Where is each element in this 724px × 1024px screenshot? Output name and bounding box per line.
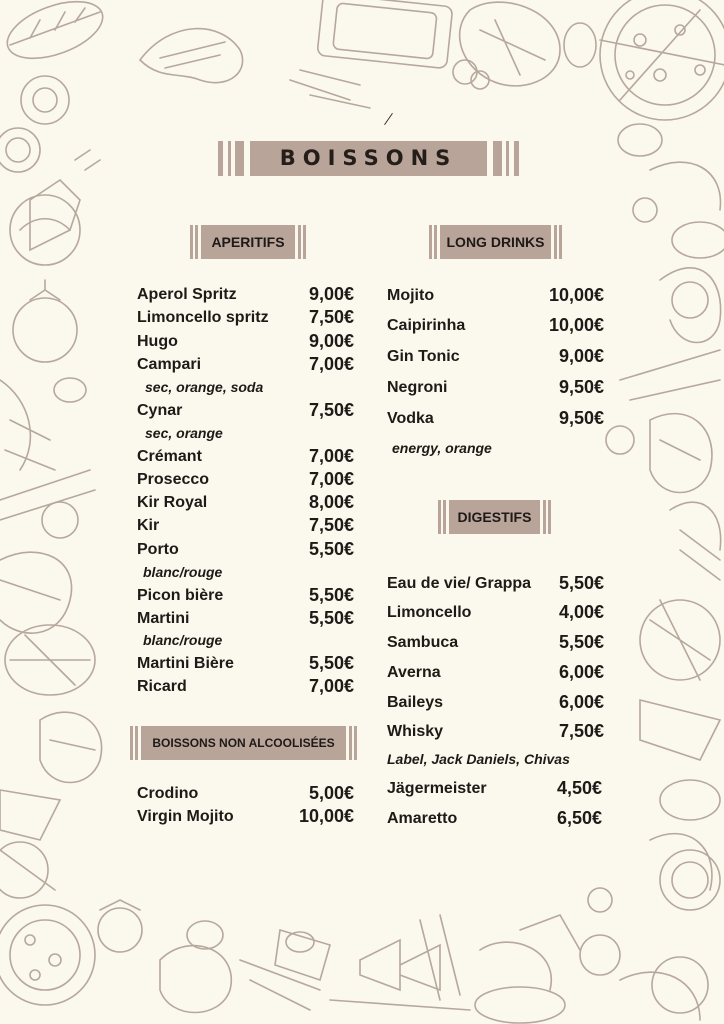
menu-item-price: 9,00€ [308, 284, 354, 304]
menu-item-price: 6,50€ [556, 808, 602, 828]
menu-item-name: Martini [137, 610, 190, 627]
menu-item-price: 4,00€ [558, 602, 604, 622]
header-bar [190, 225, 193, 259]
header-bar [303, 225, 306, 259]
menu-item-name: Prosecco [137, 471, 210, 488]
menu-item-name: Limoncello [387, 604, 472, 621]
title-bar-right [514, 141, 519, 176]
menu-item-price: 6,00€ [558, 692, 604, 712]
header-bar [130, 726, 133, 760]
section-title-non-alcoholic: BOISSONS NON ALCOOLISÉES [141, 726, 346, 760]
header-bar [554, 225, 557, 259]
title-bar-left-mid [235, 141, 244, 176]
menu-item-note: sec, orange, soda [145, 379, 264, 395]
menu-item-price: 10,00€ [298, 806, 354, 826]
menu-item-name: Limoncello spritz [137, 309, 269, 326]
menu-item-name: Mojito [387, 287, 435, 304]
menu-item-name: Vodka [387, 410, 434, 427]
menu-item-price: 7,00€ [308, 446, 354, 466]
menu-item-price: 7,00€ [308, 469, 354, 489]
menu-item-name: Baileys [387, 694, 444, 711]
header-bar [354, 726, 357, 760]
menu-item-price: 6,00€ [558, 662, 604, 682]
title-bar-right-thin [506, 141, 509, 176]
header-bar [135, 726, 138, 760]
menu-item-name: Kir Royal [137, 494, 208, 511]
menu-item-price: 5,50€ [558, 632, 604, 652]
menu-item-name: Porto [137, 541, 179, 558]
menu-item-name: Whisky [387, 723, 444, 740]
section-header-long-drinks [429, 225, 562, 259]
menu-item-price: 10,00€ [548, 285, 604, 305]
menu-item-name: Amaretto [387, 810, 458, 827]
menu-item-price: 5,50€ [308, 585, 354, 605]
menu-item-name: Crodino [137, 785, 199, 802]
menu-item-price: 9,00€ [558, 346, 604, 366]
menu-item-name: Gin Tonic [387, 348, 460, 365]
title-block [218, 141, 519, 176]
menu-item-name: Crémant [137, 448, 202, 465]
header-bar [559, 225, 562, 259]
menu-item-name: Picon bière [137, 587, 224, 604]
menu-item-name: Virgin Mojito [137, 808, 234, 825]
menu-item-price: 7,00€ [308, 354, 354, 374]
menu-item-price: 9,00€ [308, 331, 354, 351]
menu-item-name: Kir [137, 517, 160, 534]
menu-item-name: Ricard [137, 678, 187, 695]
header-bar [349, 726, 352, 760]
menu-item-price: 7,50€ [308, 400, 354, 420]
section-header-aperitifs [190, 225, 306, 259]
menu-item-note: blanc/rouge [143, 564, 223, 580]
title-bar-right-mid [493, 141, 502, 176]
section-title-digestifs: DIGESTIFS [449, 500, 540, 534]
page-title: BOISSONS [250, 141, 487, 176]
menu-item-price: 8,00€ [308, 492, 354, 512]
menu-item-price: 5,50€ [308, 539, 354, 559]
menu-item-name: Cynar [137, 402, 183, 419]
menu-item-name: Hugo [137, 333, 178, 350]
menu-item-price: 5,50€ [308, 653, 354, 673]
menu-item-price: 7,50€ [308, 515, 354, 535]
title-bar-left-thin [228, 141, 231, 176]
menu-item-price: 7,50€ [308, 307, 354, 327]
menu-item-price: 5,50€ [558, 573, 604, 593]
menu-item-price: 7,50€ [558, 721, 604, 741]
section-header-digestifs [438, 500, 551, 534]
header-bar [298, 225, 301, 259]
menu-item-note: sec, orange [145, 425, 223, 441]
section-title-long-drinks: LONG DRINKS [440, 225, 551, 259]
menu-item-note: Label, Jack Daniels, Chivas [387, 751, 570, 767]
menu-item-price: 9,50€ [558, 377, 604, 397]
decorative-slash [384, 113, 393, 125]
header-bar [548, 500, 551, 534]
menu-item-note: energy, orange [392, 440, 492, 456]
menu-item-name: Aperol Spritz [137, 286, 237, 303]
menu-item-name: Sambuca [387, 634, 459, 651]
menu-item-price: 10,00€ [548, 315, 604, 335]
section-title-aperitifs: APERITIFS [201, 225, 295, 259]
menu-item-price: 9,50€ [558, 408, 604, 428]
menu-item-price: 7,00€ [308, 676, 354, 696]
menu-item-name: Martini Bière [137, 655, 234, 672]
menu-item-name: Negroni [387, 379, 448, 396]
menu-item-note: blanc/rouge [143, 632, 223, 648]
menu-item-price: 4,50€ [556, 778, 602, 798]
title-bar-left [218, 141, 223, 176]
menu-item-price: 5,00€ [308, 783, 354, 803]
menu-item-price: 5,50€ [308, 608, 354, 628]
header-bar [543, 500, 546, 534]
menu-item-name: Eau de vie/ Grappa [387, 575, 532, 592]
menu-item-name: Campari [137, 356, 202, 373]
menu-item-name: Jägermeister [387, 780, 487, 797]
header-bar [443, 500, 446, 534]
header-bar [429, 225, 432, 259]
menu-item-name: Caipirinha [387, 317, 466, 334]
menu-item-name: Averna [387, 664, 441, 681]
header-bar [434, 225, 437, 259]
header-bar [438, 500, 441, 534]
header-bar [195, 225, 198, 259]
section-header-non-alcoholic [130, 726, 357, 760]
